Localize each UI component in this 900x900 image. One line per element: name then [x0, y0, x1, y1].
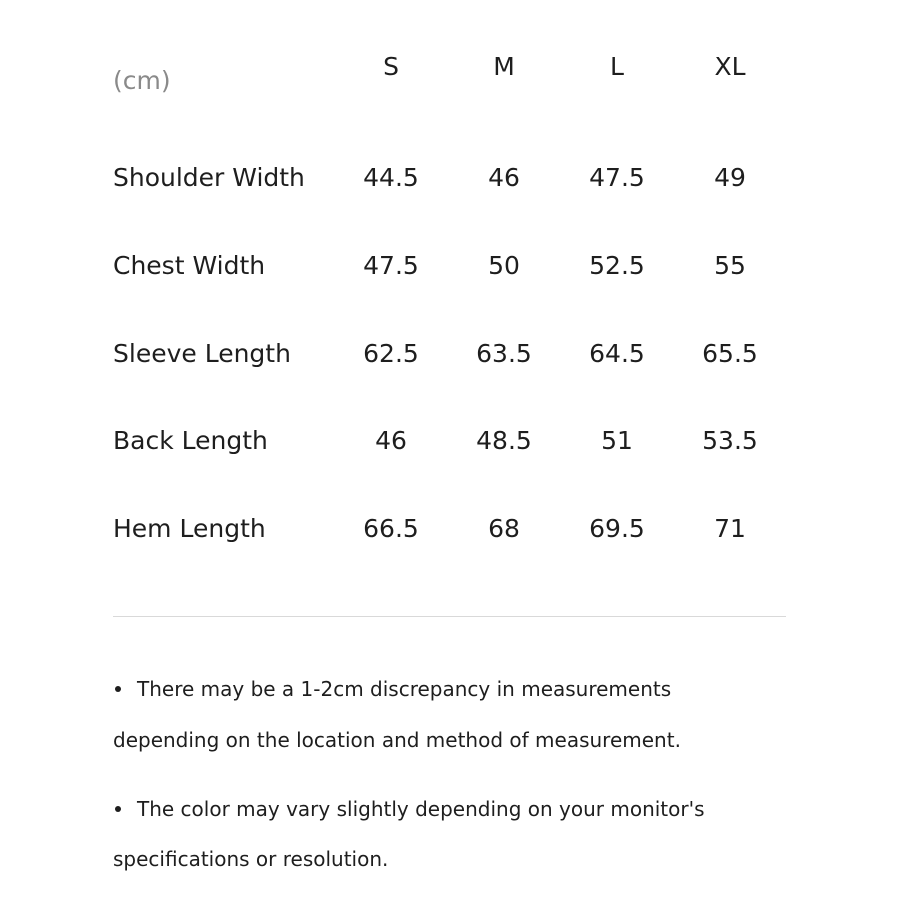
- row-value: 46: [375, 426, 407, 455]
- row-label: Shoulder Width: [113, 163, 305, 192]
- row-value: 53.5: [702, 426, 758, 455]
- size-header-xl: XL: [714, 52, 746, 81]
- note-1-line-1: [113, 674, 671, 704]
- bullet-icon: [115, 686, 121, 692]
- row-value: 48.5: [476, 426, 532, 455]
- section-divider: [113, 616, 786, 617]
- row-label: Chest Width: [113, 251, 266, 280]
- note-2-line-1: [113, 794, 705, 824]
- row-value: 66.5: [363, 514, 419, 543]
- row-label: Hem Length: [113, 514, 266, 543]
- table-row-chest-width: [113, 246, 786, 286]
- note-text: depending on the location and method of measurement.: [113, 728, 681, 752]
- table-row-back-length: [113, 421, 786, 461]
- note-text: The color may vary slightly depending on your monitor's: [137, 797, 705, 821]
- row-value: 55: [714, 251, 746, 280]
- bullet-icon: [115, 806, 121, 812]
- row-value: 62.5: [363, 339, 419, 368]
- size-header-l: L: [610, 52, 624, 81]
- row-value: 50: [488, 251, 520, 280]
- row-value: 46: [488, 163, 520, 192]
- size-header-s: S: [383, 52, 399, 81]
- row-value: 47.5: [363, 251, 419, 280]
- note-2-line-2: [113, 844, 388, 874]
- row-value: 47.5: [589, 163, 645, 192]
- note-text: There may be a 1-2cm discrepancy in measurements: [137, 677, 672, 701]
- row-value: 69.5: [589, 514, 645, 543]
- table-row-shoulder-width: [113, 158, 786, 198]
- note-text: specifications or resolution.: [113, 847, 389, 871]
- row-value: 49: [714, 163, 746, 192]
- row-value: 44.5: [363, 163, 419, 192]
- row-value: 65.5: [702, 339, 758, 368]
- table-row-sleeve-length: [113, 334, 786, 374]
- size-header-row: [113, 47, 786, 95]
- row-value: 63.5: [476, 339, 532, 368]
- row-value: 51: [601, 426, 633, 455]
- row-label: Sleeve Length: [113, 339, 291, 368]
- row-value: 71: [714, 514, 746, 543]
- row-value: 52.5: [589, 251, 645, 280]
- unit-label: (cm): [113, 66, 171, 95]
- size-header-m: M: [493, 52, 515, 81]
- row-value: 68: [488, 514, 520, 543]
- table-row-hem-length: [113, 509, 786, 549]
- row-value: 64.5: [589, 339, 645, 368]
- row-label: Back Length: [113, 426, 268, 455]
- note-1-line-2: [113, 725, 681, 755]
